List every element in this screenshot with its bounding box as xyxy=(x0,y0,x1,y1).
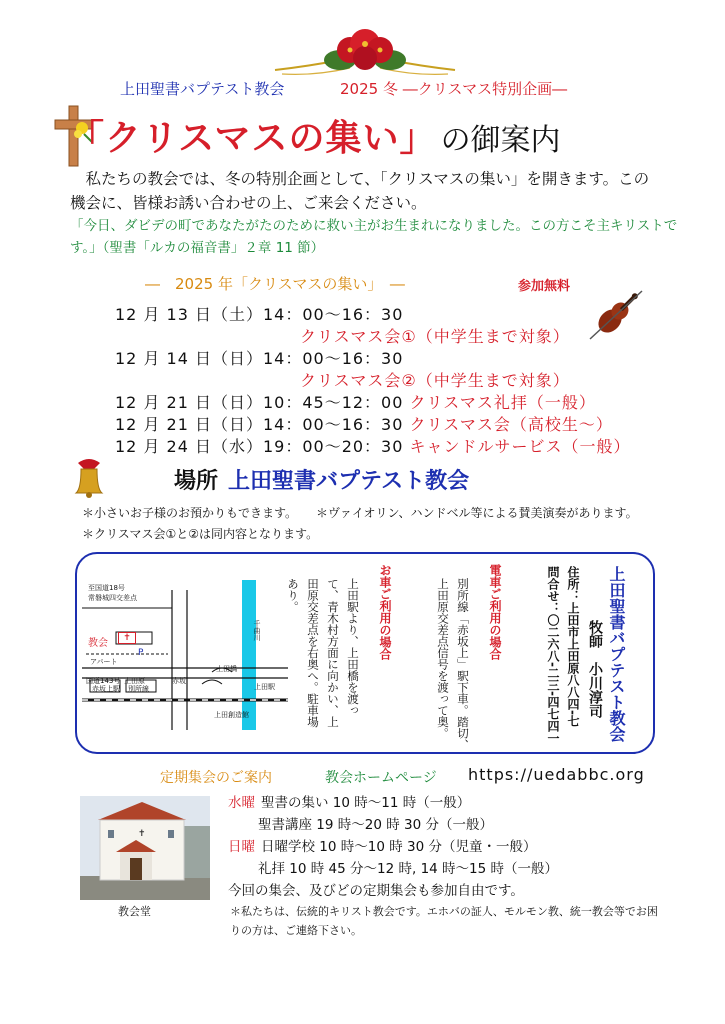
map-label-theater: 上田創造館 xyxy=(214,711,249,719)
title-suffix: の御案内 xyxy=(440,123,561,158)
map-label-ueda-bridge: 上田橋 xyxy=(216,665,237,673)
homepage-label: 教会ホームページ xyxy=(325,770,437,786)
schedule-date: 12 月 21 日（日）10：45～12：00 xyxy=(115,393,404,412)
train-text: 上田原交差点信号を渡って奥。 xyxy=(436,578,450,739)
regular-day: 水曜 xyxy=(228,795,255,811)
map-label-church: 教会 xyxy=(88,638,108,649)
map-label-uedahara: 上田原 xyxy=(124,677,145,685)
schedule-row xyxy=(115,348,403,370)
church-marker-icon: ✝ xyxy=(118,632,136,644)
place-heading xyxy=(174,464,469,495)
schedule-date: 12 月 21 日（日）14：00～16：30 xyxy=(115,415,404,434)
map-label-parking: P xyxy=(138,648,144,658)
poinsettia-decoration xyxy=(270,26,460,82)
map-label-akasaka: 赤坂 xyxy=(172,677,186,685)
regular-text: 日曜学校 10 時～10 時 30 分（児童・一般） xyxy=(261,839,537,855)
schedule-event: クリスマス会（高校生～） xyxy=(409,415,613,434)
church-photo xyxy=(80,796,210,900)
car-text: 田原交差点を右奥へ。駐車場 xyxy=(306,578,320,728)
map-label-bessho-line: 別所線 xyxy=(128,685,149,693)
regular-meetings-heading: 定期集会のご案内 xyxy=(160,770,272,786)
header-church-name: 上田聖書バプテスト教会 xyxy=(120,80,285,98)
regular-text: 聖書講座 19 時～20 時 30 分（一般） xyxy=(258,817,493,833)
svg-text:✝: ✝ xyxy=(138,829,146,839)
place-name: 上田聖書バプテスト教会 xyxy=(228,469,470,494)
photo-caption: 教会堂 xyxy=(118,905,151,918)
train-text: 別所線「赤坂上」駅下車。踏切、 xyxy=(456,578,470,751)
schedule-date: 12 月 24 日（水）19：00～20：30 xyxy=(115,437,404,456)
schedule-row xyxy=(300,370,570,392)
regular-row xyxy=(228,792,470,814)
intro-text: 私たちの教会では、冬の特別企画として、「クリスマスの集い」を開きます。この機会に、皆様お誘い合わせの上、ご来会ください。 xyxy=(70,170,650,212)
church-address: 住所：上田市上田原八八四-七 xyxy=(566,566,580,727)
violin-icon xyxy=(584,285,646,347)
free-participation-note: 今回の集会、及びどの定期集会も参加自由です。 xyxy=(228,883,524,899)
regular-row xyxy=(228,836,537,858)
events-heading: ― 2025 年「クリスマスの集い」 ― xyxy=(145,275,405,293)
map-label-akasaka-station: 赤坂上駅 xyxy=(92,685,120,693)
map-church-name: 上田聖書バプテスト教会 xyxy=(607,566,626,742)
schedule-date: 12 月 13 日（土）14：00～16：30 xyxy=(115,305,404,324)
free-admission-label: 参加無料 xyxy=(518,279,571,294)
schedule-row xyxy=(115,414,613,436)
regular-text: 聖書の集い 10 時～11 時（一般） xyxy=(261,795,471,811)
schedule-event: キャンドルサービス（一般） xyxy=(409,437,631,456)
title-main: 「クリスマスの集い」 xyxy=(68,118,437,159)
car-text: あり。 xyxy=(286,578,300,613)
note-childcare: ＊小さいお子様のお預かりもできます。 xyxy=(82,506,298,520)
map-label-route18: 至国道18号 常磐城四交差点 xyxy=(88,584,137,602)
schedule-row xyxy=(115,392,596,414)
note-same-content: ＊クリスマス会①と②は同内容となります。 xyxy=(82,527,319,541)
disclaimer-note: ＊私たちは、伝統的キリスト教会です。エホバの証人、モルモン教、統一教会等でお困りの方は、ご連絡下さい。 xyxy=(230,905,658,937)
map-label-ueda-station: 上田駅 xyxy=(254,683,275,691)
car-heading: お車ご利用の場合 xyxy=(378,564,392,660)
regular-row xyxy=(258,814,493,836)
place-label: 場所 xyxy=(174,469,219,494)
schedule-row xyxy=(115,436,631,458)
church-phone: 問合せ：〇二六八-二三-四七四一 xyxy=(546,566,560,744)
map-label-chikuma-river: 千曲川 xyxy=(253,620,261,641)
schedule-event: クリスマス会①（中学生まで対象） xyxy=(300,327,570,346)
car-text: て、青木村方面に向かい、上 xyxy=(326,578,340,728)
regular-row xyxy=(258,858,558,880)
bell-icon xyxy=(72,455,106,499)
map-label-apartment: アパート xyxy=(90,658,118,666)
note-music: ＊ヴァイオリン、ハンドベル等による賛美演奏があります。 xyxy=(316,506,638,520)
pastor-name: 牧師 小川淳司 xyxy=(587,620,603,718)
schedule-row xyxy=(115,304,403,326)
homepage-link[interactable]: https://uedabbc.org xyxy=(468,765,645,784)
schedule-event: クリスマス礼拝（一般） xyxy=(409,393,596,412)
schedule-date: 12 月 14 日（日）14：00～16：30 xyxy=(115,349,404,368)
train-heading: 電車ご利用の場合 xyxy=(488,564,502,660)
schedule-event: クリスマス会②（中学生まで対象） xyxy=(300,371,570,390)
regular-day: 日曜 xyxy=(228,839,255,855)
page-title xyxy=(68,110,561,161)
header-special-label: 2025 冬 ―クリスマス特別企画― xyxy=(340,80,568,98)
bible-verse: 「今日、ダビデの町であなたがたのために救い主がお生まれになりました。この方こそ主キリストです。」（聖書「ルカの福音書」２章 11 節） xyxy=(70,218,678,256)
car-text: 上田駅より、上田橋を渡っ xyxy=(346,578,360,716)
schedule-row xyxy=(300,326,570,348)
map-label-route143: 国道143号 xyxy=(86,677,121,685)
regular-text: 礼拝 10 時 45 分～12 時, 14 時～15 時（一般） xyxy=(258,861,559,877)
